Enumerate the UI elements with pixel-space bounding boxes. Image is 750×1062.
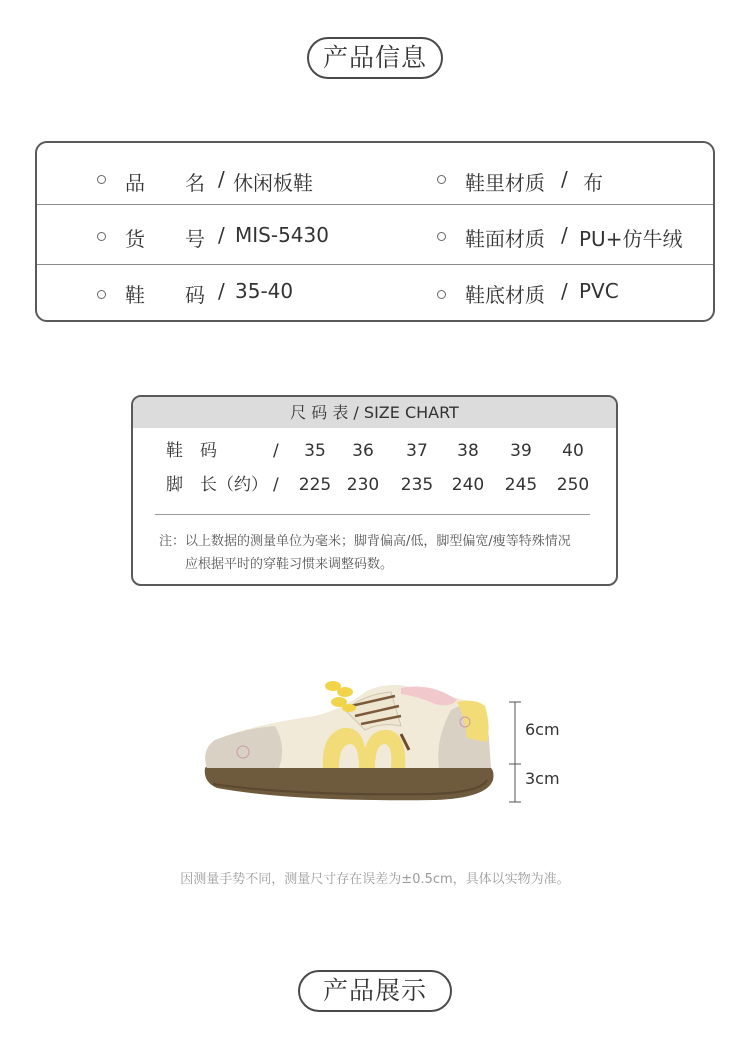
attr-label: 鞋里材质 [465, 171, 545, 195]
product-info-table [35, 141, 715, 322]
info-row [37, 264, 713, 320]
size-cell: 40 [562, 441, 584, 461]
attr-separator: / [218, 279, 225, 303]
attr-separator: / [561, 223, 568, 247]
size-cell: 38 [457, 441, 479, 461]
size-row-label: 鞋 码 [166, 441, 217, 461]
size-cell: 39 [510, 441, 532, 461]
foot-length-row [133, 470, 616, 500]
attr-separator: / [218, 167, 225, 191]
foot-length-cell: 240 [451, 475, 485, 495]
bullet-icon [97, 175, 106, 184]
attr-label: 鞋面材质 [465, 227, 545, 251]
upper-height-label: 6cm [525, 720, 560, 739]
foot-length-cell: 245 [504, 475, 538, 495]
info-row [37, 149, 713, 205]
size-chart-note: 应根据平时的穿鞋习惯来调整码数。 [185, 557, 394, 572]
foot-length-cell: 225 [298, 475, 332, 495]
bullet-icon [97, 232, 106, 241]
dimension-marker [507, 700, 547, 810]
product-display-heading: 产品展示 [298, 970, 452, 1012]
size-row [133, 436, 616, 466]
attr-value: 休闲板鞋 [233, 171, 313, 195]
sole-height-label: 3cm [525, 769, 560, 788]
size-cell: 35 [304, 441, 326, 461]
bullet-icon [97, 290, 106, 299]
size-row-separator: / [273, 441, 279, 461]
attr-value: 布 [583, 171, 603, 195]
size-chart [131, 395, 618, 586]
sneaker-illustration [195, 670, 505, 810]
size-cell: 36 [352, 441, 374, 461]
attr-label: 货 号 [125, 227, 205, 251]
foot-length-cell: 230 [346, 475, 380, 495]
foot-length-cell: 235 [400, 475, 434, 495]
attr-value: 35-40 [235, 279, 294, 303]
attr-value: PU+仿牛绒 [579, 227, 683, 251]
size-chart-note: 注：以上数据的测量单位为毫米；脚背偏高/低，脚型偏宽/瘦等特殊情况 [159, 534, 571, 549]
bullet-icon [437, 175, 446, 184]
attr-label: 鞋底材质 [465, 283, 545, 307]
attr-separator: / [218, 223, 225, 247]
size-chart-divider [155, 514, 590, 515]
attr-label: 鞋 码 [125, 283, 205, 307]
attr-label: 品 名 [125, 171, 205, 195]
measurement-disclaimer: 因测量手势不同，测量尺寸存在误差为±0.5cm，具体以实物为准。 [180, 872, 570, 887]
foot-length-label: 脚 长（约） [166, 475, 268, 495]
foot-length-cell: 250 [556, 475, 590, 495]
product-info-heading: 产品信息 [307, 37, 443, 79]
attr-value: PVC [579, 279, 619, 303]
attr-separator: / [561, 167, 568, 191]
info-row [37, 206, 713, 262]
attr-separator: / [561, 279, 568, 303]
bullet-icon [437, 290, 446, 299]
attr-value: MIS-5430 [235, 223, 329, 247]
shoe-image [195, 670, 560, 810]
bullet-icon [437, 232, 446, 241]
size-chart-title: 尺 码 表 / SIZE CHART [133, 397, 616, 428]
foot-length-separator: / [273, 475, 279, 495]
size-cell: 37 [406, 441, 428, 461]
